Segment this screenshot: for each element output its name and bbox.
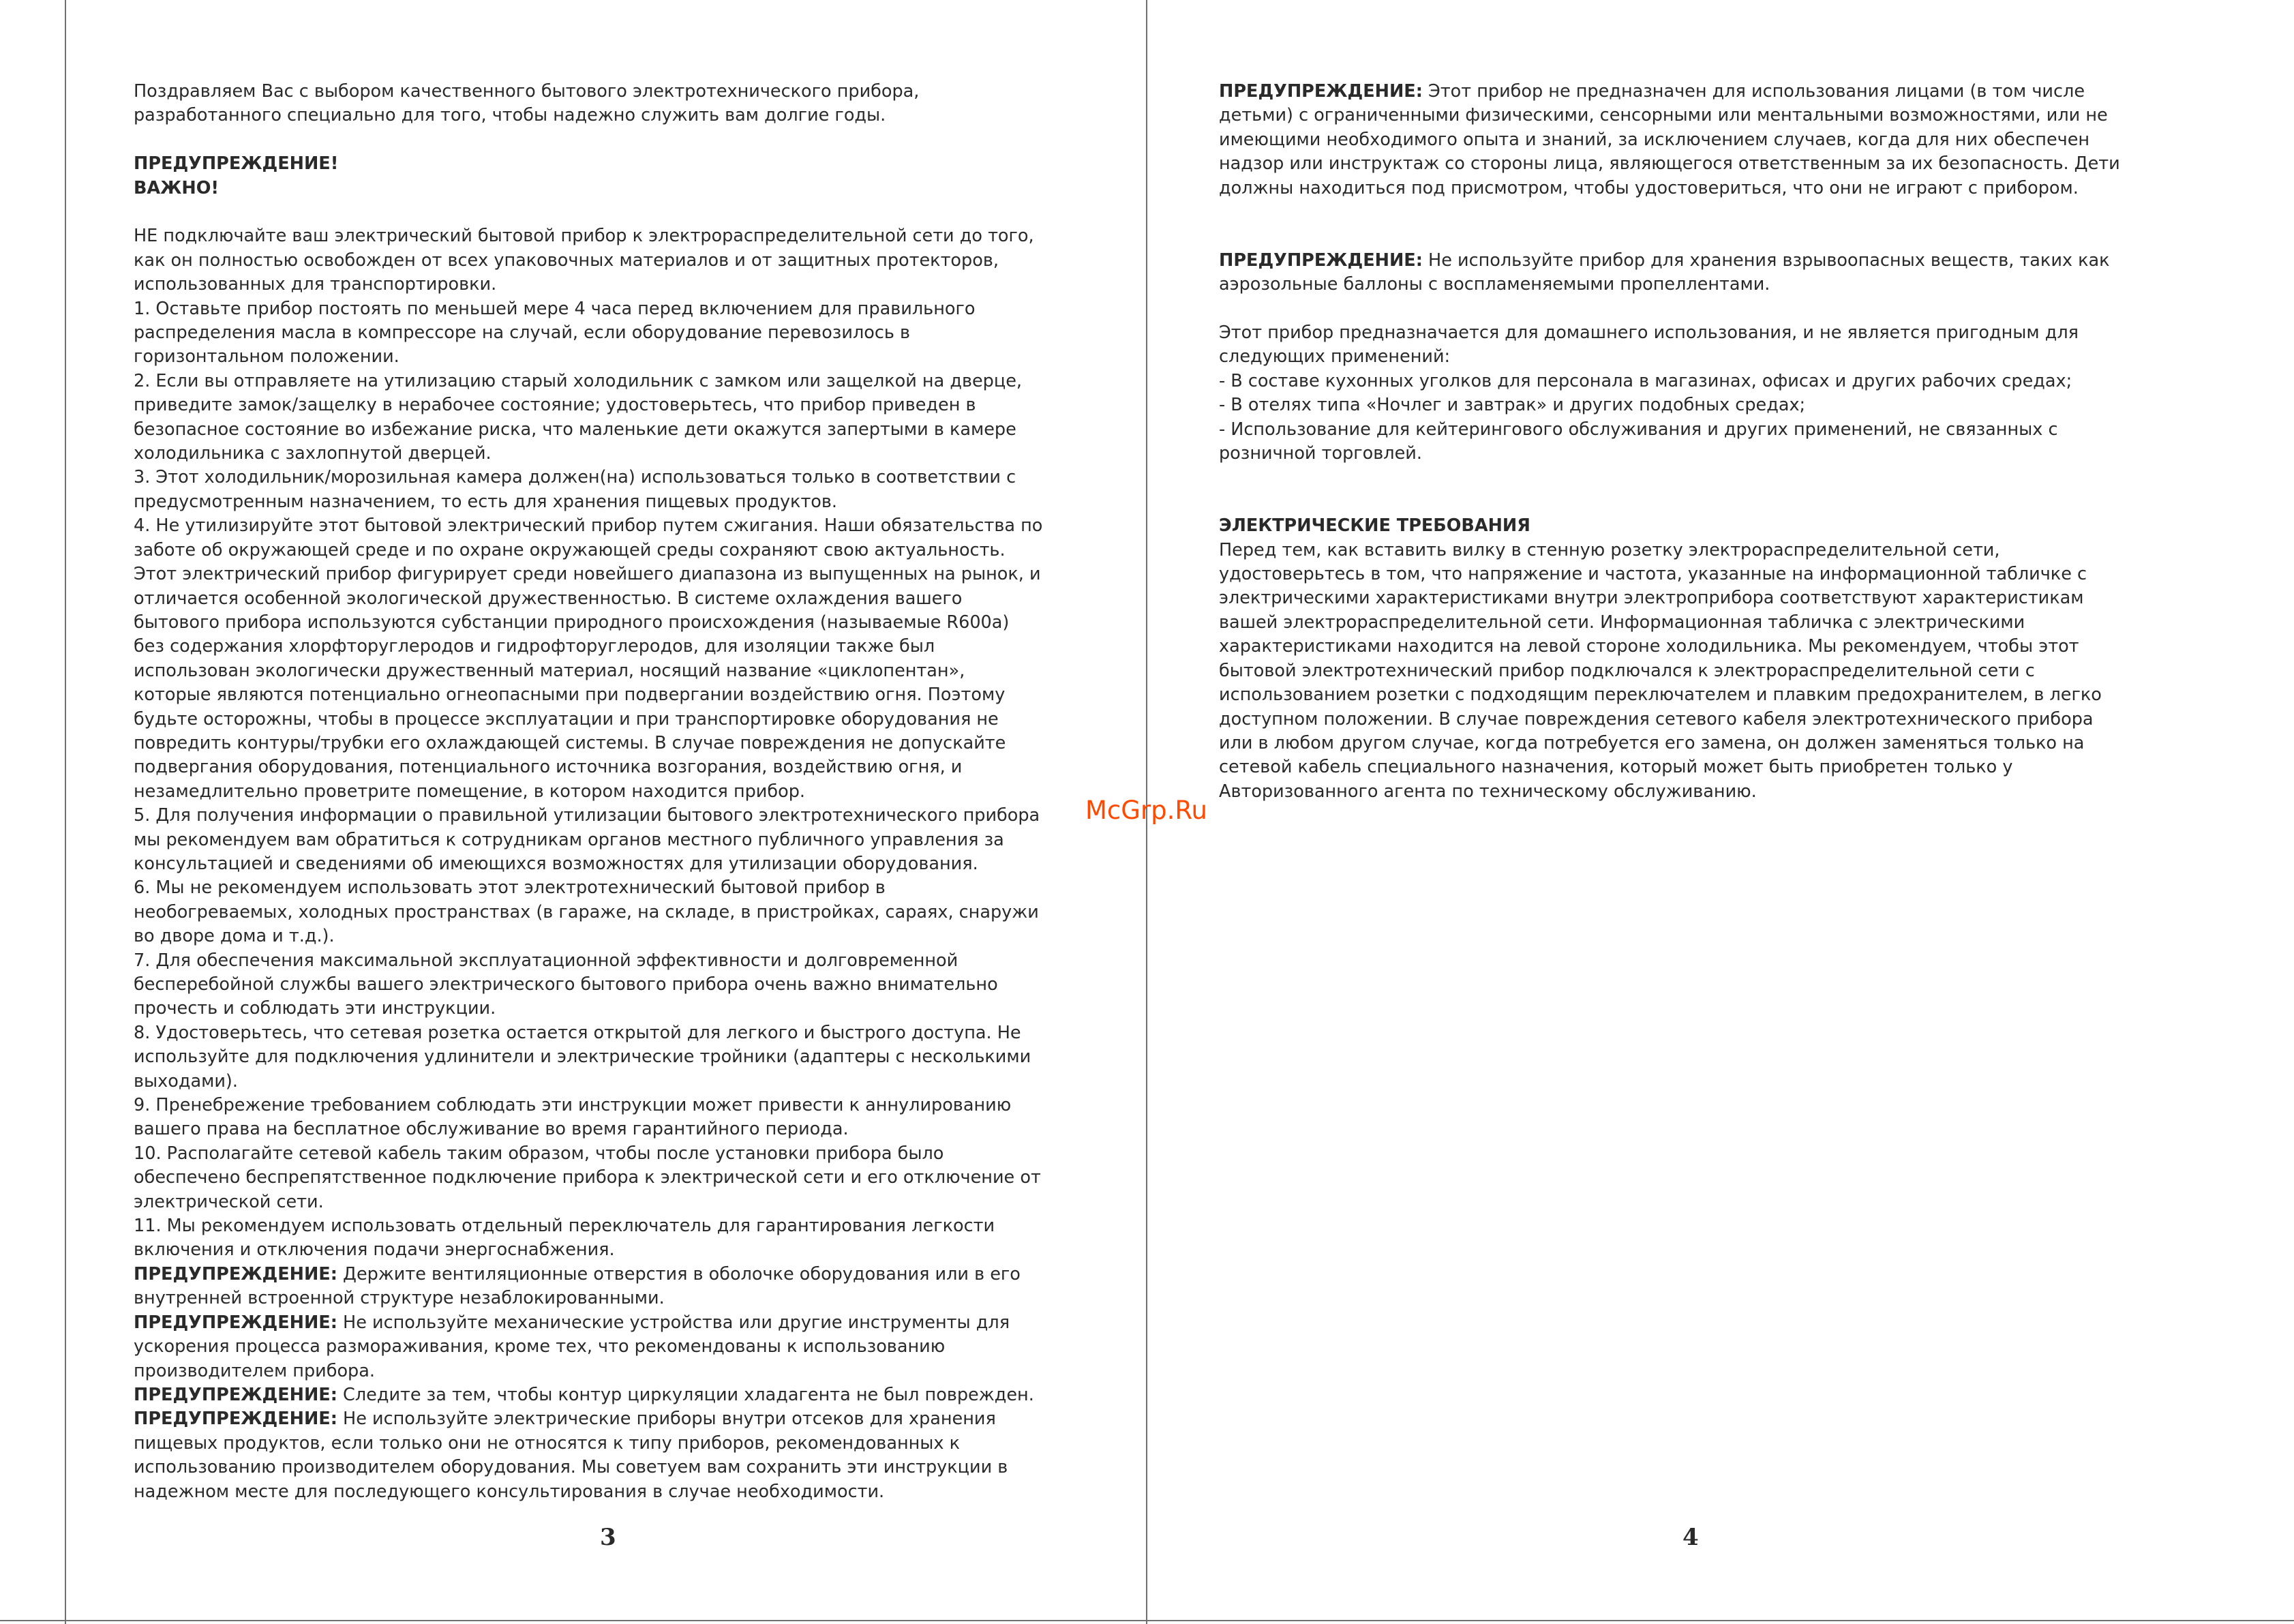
electrical-line: или в любом другом случае, когда потребуется его замена, он должен заменяться только на bbox=[1219, 732, 2085, 753]
warning-text: Следите за тем, чтобы контур циркуляции хладагента не был поврежден. bbox=[337, 1384, 1034, 1405]
instruction-line: 2. Если вы отправляете на утилизацию старый холодильник с замком или защелкой на дверце, bbox=[134, 370, 1023, 391]
bottom-edge-line bbox=[0, 1620, 2294, 1621]
instruction-line: отличается особенной экологической дружественностью. В системе охлаждения вашего bbox=[134, 588, 963, 609]
instruction-line: без содержания хлорфторуглеродов и гидрофторуглеродов, для изоляции также был bbox=[134, 636, 935, 657]
intro-line: разработанного специально для того, чтобы надежно служить вам долгие годы. bbox=[134, 105, 886, 126]
important-heading: ВАЖНО! bbox=[134, 177, 220, 198]
right-page-text bbox=[1219, 80, 2120, 804]
instruction-line: приведите замок/защелку в нерабочее состояние; удостоверьтесь, что прибор приведен в bbox=[134, 395, 976, 416]
electrical-line: Авторизованного агента по техническому обслуживанию. bbox=[1219, 781, 1757, 802]
instruction-line: необогреваемых, холодных пространствах (в гараже, на складе, в пристройках, сараях, снаружи bbox=[134, 901, 1039, 922]
instruction-line: которые являются потенциально огнеопасными при подвергании воздействию огня. Поэтому bbox=[134, 685, 1006, 706]
instruction-line: выходами). bbox=[134, 1070, 238, 1092]
warning-label: ПРЕДУПРЕЖДЕНИЕ: bbox=[134, 1409, 337, 1430]
warning-text: Держите вентиляционные отверстия в оболочке оборудования или в его bbox=[337, 1263, 1021, 1284]
warning-text-line: производителем прибора. bbox=[134, 1360, 375, 1381]
warning-text: Не используйте электрические приборы внутри отсеков для хранения bbox=[337, 1409, 996, 1430]
instruction-line: как он полностью освобожден от всех упаковочных материалов и от защитных протекторов, bbox=[134, 250, 999, 271]
instruction-line: 9. Пренебрежение требованием соблюдать эти инструкции может привести к аннулированию bbox=[134, 1095, 1012, 1116]
warning-text-line: использованию производителем оборудования. Мы советуем вам сохранить эти инструкции в bbox=[134, 1457, 1008, 1478]
instruction-line: 11. Мы рекомендуем использовать отдельный переключатель для гарантирования легкости bbox=[134, 1216, 995, 1237]
warning-text-line: имеющими необходимого опыта и знаний, за исключением случаев, когда для них обеспечен bbox=[1219, 129, 2090, 150]
electrical-line: вашей электрораспределительной сети. Информационная табличка с электрическими bbox=[1219, 612, 2025, 633]
instruction-line: во дворе дома и т.д.). bbox=[134, 926, 335, 947]
left-page-text bbox=[134, 80, 1042, 1504]
usage-line: следующих применений: bbox=[1219, 346, 1451, 367]
instruction-line: повредить контуры/трубки его охлаждающей системы. В случае повреждения не допускайте bbox=[134, 732, 1006, 753]
electrical-line: доступном положении. В случае повреждения сетевого кабеля электротехнического прибора bbox=[1219, 708, 2094, 730]
instruction-line: обеспечено беспрепятственное подключение прибора к электрической сети и его отключение от bbox=[134, 1167, 1041, 1188]
warning-text: Не используйте механические устройства или другие инструменты для bbox=[337, 1312, 1010, 1333]
instruction-line: мы рекомендуем вам обратиться к сотрудникам органов местного публичного управления за bbox=[134, 829, 1004, 850]
warning-text-line: ускорения процесса размораживания, кроме тех, что рекомендованы к использованию bbox=[134, 1336, 946, 1357]
electrical-line: Перед тем, как вставить вилку в стенную розетку электрораспределительной сети, bbox=[1219, 539, 2000, 560]
warning-text-line: детьми) с ограниченными физическими, сенсорными или ментальными возможностями, или не bbox=[1219, 105, 2108, 126]
instruction-line: НЕ подключайте ваш электрический бытовой прибор к электрораспределительной сети до того, bbox=[134, 226, 1034, 247]
watermark: McGrp.Ru bbox=[1085, 796, 1207, 825]
instruction-line: горизонтальном положении. bbox=[134, 346, 399, 367]
electrical-requirements-heading: ЭЛЕКТРИЧЕСКИЕ ТРЕБОВАНИЯ bbox=[1219, 515, 1530, 537]
electrical-line: характеристиками находится на левой стороне холодильника. Мы рекомендуем, чтобы этот bbox=[1219, 636, 2079, 657]
instruction-line: 8. Удостоверьтесь, что сетевая розетка остается открытой для легкого и быстрого доступа. Не bbox=[134, 1022, 1021, 1043]
instruction-line: подвергания оборудования, потенциального источника возгорания, воздействию огня, и bbox=[134, 757, 963, 778]
warning-text-line: пищевых продуктов, если только они не относятся к типу приборов, рекомендованных к bbox=[134, 1432, 961, 1454]
instruction-line: 3. Этот холодильник/морозильная камера должен(на) использоваться только в соответствии с bbox=[134, 467, 1016, 488]
instruction-line: использован экологически дружественный материал, носящий название «циклопентан», bbox=[134, 660, 965, 681]
instruction-line: холодильника с захлопнутой дверцей. bbox=[134, 443, 492, 464]
electrical-line: бытовой электротехнический прибор подключался к электрораспределительной сети с bbox=[1219, 660, 2035, 681]
warning-label: ПРЕДУПРЕЖДЕНИЕ: bbox=[134, 1263, 337, 1284]
warning-label: ПРЕДУПРЕЖДЕНИЕ: bbox=[134, 1312, 337, 1333]
instruction-line: предусмотренным назначением, то есть для хранения пищевых продуктов. bbox=[134, 491, 838, 512]
electrical-line: сетевой кабель специального назначения, который может быть приобретен только у bbox=[1219, 757, 2013, 778]
electrical-line: удостоверьтесь в том, что напряжение и частота, указанные на информационной табличке с bbox=[1219, 564, 2087, 585]
instruction-line: бытового прибора используются субстанции природного происхождения (называемые R600a) bbox=[134, 612, 1010, 633]
electrical-line: использованием розетки с подходящим переключателем и плавким предохранителем, в легко bbox=[1219, 685, 2102, 706]
intro-line: Поздравляем Вас с выбором качественного бытового электротехнического прибора, bbox=[134, 81, 920, 102]
warning-paragraph bbox=[1219, 249, 2120, 273]
warning-paragraph bbox=[1219, 80, 2120, 104]
instruction-line: вашего права на бесплатное обслуживание во время гарантийного периода. bbox=[134, 1119, 849, 1140]
instruction-line: 10. Располагайте сетевой кабель таким образом, чтобы после установки прибора было bbox=[134, 1143, 944, 1164]
page-number-right: 4 bbox=[1682, 1524, 1699, 1551]
warning-text-line: аэрозольные баллоны с воспламеняемыми пропеллентами. bbox=[1219, 274, 1770, 295]
warning-text: Не используйте прибор для хранения взрывоопасных веществ, таких как bbox=[1422, 250, 2110, 271]
left-edge-line bbox=[65, 0, 66, 1624]
usage-line: Этот прибор предназначается для домашнего использования, и не является пригодным для bbox=[1219, 322, 2079, 344]
instruction-line: Этот электрический прибор фигурирует среди новейшего диапазона из выпущенных на рынок, и bbox=[134, 564, 1041, 585]
warning-paragraph bbox=[134, 1311, 1042, 1335]
instruction-line: используйте для подключения удлинители и электрические тройники (адаптеры с несколькими bbox=[134, 1047, 1031, 1068]
instruction-line: 5. Для получения информации о правильной утилизации бытового электротехнического прибора bbox=[134, 805, 1040, 826]
instruction-line: бесперебойной службы вашего электрического бытового прибора очень важно внимательно bbox=[134, 974, 998, 995]
instruction-line: 4. Не утилизируйте этот бытовой электрический прибор путем сжигания. Наши обязательства по bbox=[134, 515, 1043, 537]
warning-label: ПРЕДУПРЕЖДЕНИЕ: bbox=[1219, 81, 1423, 102]
electrical-line: электрическими характеристиками внутри электроприбора соответствуют характеристикам bbox=[1219, 588, 2084, 609]
instruction-line: включения и отключения подачи энергоснабжения. bbox=[134, 1239, 615, 1261]
instruction-line: заботе об окружающей среде и по охране окружающей среды сохраняют свою актуальность. bbox=[134, 539, 1006, 560]
instruction-line: 1. Оставьте прибор постоять по меньшей мере 4 часа перед включением для правильного bbox=[134, 298, 976, 319]
usage-line: - В отелях типа «Ночлег и завтрак» и других подобных средах; bbox=[1219, 395, 1806, 416]
warning-text-line: должны находиться под присмотром, чтобы удостовериться, что они не играют с прибором. bbox=[1219, 177, 2079, 198]
instruction-line: распределения масла в компрессоре на случай, если оборудование перевозилось в bbox=[134, 322, 911, 344]
warning-paragraph bbox=[134, 1407, 1042, 1431]
warning-text: Этот прибор не предназначен для использования лицами (в том числе bbox=[1422, 81, 2085, 102]
usage-line: - В составе кухонных уголков для персонала в магазинах, офисах и других рабочих средах; bbox=[1219, 370, 2072, 391]
warning-label: ПРЕДУПРЕЖДЕНИЕ: bbox=[134, 1384, 337, 1405]
instruction-line: использованных для транспортировки. bbox=[134, 274, 497, 295]
instruction-line: 7. Для обеспечения максимальной эксплуатационной эффективности и долговременной bbox=[134, 950, 959, 971]
warning-text-line: надзор или инструктаж со стороны лица, являющегося ответственным за их безопасность. Дети bbox=[1219, 153, 2120, 175]
instructions-list bbox=[134, 224, 1042, 1262]
warning-text-line: надежном месте для последующего консультирования в случае необходимости. bbox=[134, 1481, 885, 1502]
warning-text-line: внутренней встроенной структуре незаблокированными. bbox=[134, 1288, 665, 1309]
instruction-line: консультацией и сведениями об имеющихся возможностях для утилизации оборудования. bbox=[134, 853, 978, 874]
warning-paragraph bbox=[134, 1263, 1042, 1287]
warning-paragraph bbox=[134, 1383, 1042, 1407]
instruction-line: 6. Мы не рекомендуем использовать этот электротехнический бытовой прибор в bbox=[134, 877, 886, 899]
instruction-line: безопасное состояние во избежание риска, что маленькие дети окажутся запертыми в камере bbox=[134, 419, 1016, 440]
warning-label: ПРЕДУПРЕЖДЕНИЕ: bbox=[1219, 250, 1423, 271]
instruction-line: будьте осторожны, чтобы в процессе эксплуатации и при транспортировке оборудования не bbox=[134, 708, 999, 730]
instruction-line: прочесть и соблюдать эти инструкции. bbox=[134, 998, 496, 1019]
usage-line: розничной торговлей. bbox=[1219, 443, 1422, 464]
usage-line: - Использование для кейтерингового обслуживания и других применений, не связанных с bbox=[1219, 419, 2058, 440]
warning-heading: ПРЕДУПРЕЖДЕНИЕ! bbox=[134, 153, 339, 175]
instruction-line: незамедлительно проветрите помещение, в котором находится прибор. bbox=[134, 781, 805, 802]
instruction-line: электрической сети. bbox=[134, 1191, 324, 1212]
page-number-left: 3 bbox=[600, 1524, 616, 1551]
